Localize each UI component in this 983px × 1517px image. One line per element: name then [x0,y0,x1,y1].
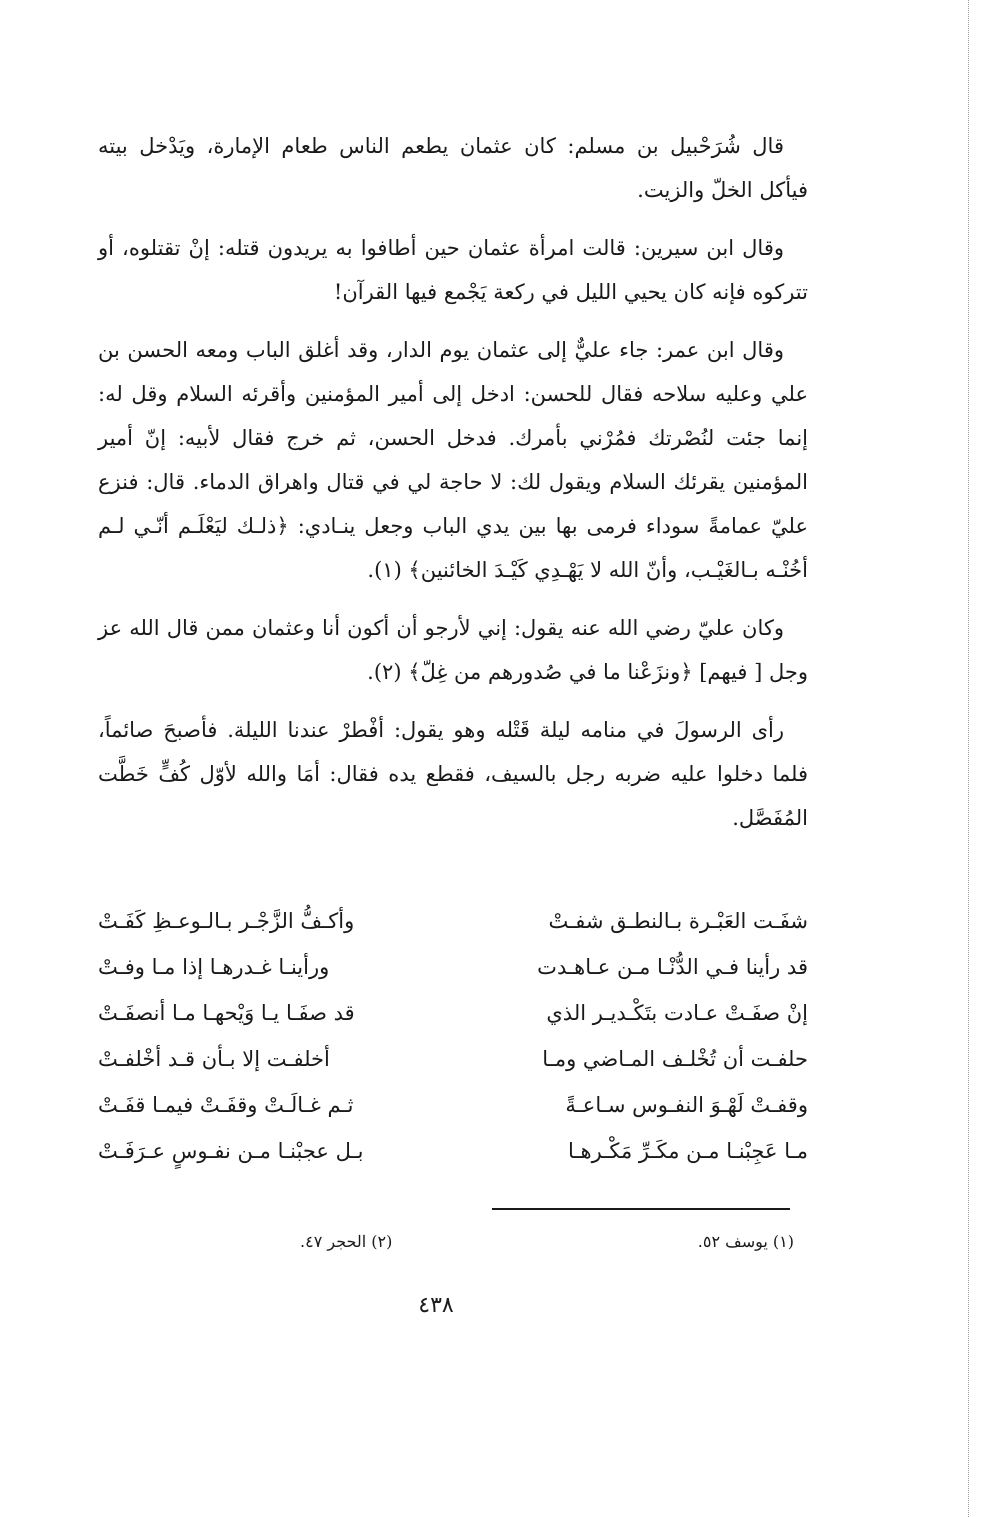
poem-second-hemistich: بـل عجبْنـا مـن نفـوسٍ عـرَفَـتْ [98,1139,364,1163]
poem [98,898,808,1174]
poem-verse [98,1128,808,1174]
poem-verse [98,898,808,944]
poem-first-hemistich: قد رأينا فـي الدُّنْـا مـن عـاهـدت [537,955,808,979]
page-number: ٤٣٨ [418,1293,454,1318]
main-text [98,124,808,854]
poem-verse [98,944,808,990]
paragraph: رأى الرسولَ في منامه ليلة قَتْله وهو يقول: أفْطرْ عندنا الليلة. فأصبحَ صائماً، فلما دخلوا عليه ضربه رجل بالسيف، فقطع يده فقال: أمَا والله لأوّل كُفٍّ خَطَّت المُفَصَّل. [98,718,808,830]
poem-first-hemistich: إنْ صفَـتْ عـادت بتَكْـديـر الذي [546,1001,808,1025]
poem-first-hemistich: وقفـتْ لَهْـوَ النفـوس سـاعـةً [565,1093,808,1117]
poem-second-hemistich: ثـم غـالَـتْ وقفَـتْ فيمـا قفَـتْ [98,1093,354,1117]
paragraph: وكان عليّ رضي الله عنه يقول: إني لأرجو أن أكون أنا وعثمان ممن قال الله عز وجل [ فيهم] ﴿ونزَعْنا ما في صُدورهم من غِلّ﴾ (٢). [98,616,808,684]
paragraph: وقال ابن عمر: جاء عليٌّ إلى عثمان يوم الدار، وقد أغلق الباب ومعه الحسن بن علي وعليه سلاحه فقال للحسن: ادخل إلى أمير المؤمنين وأقرئه السلام وقل له: إنما جئت لنُصْرتك فمُرْني بأمرك. فدخل الحسن، ثم خرج فقال لأبيه: إنّ أمير المؤمنين يقرئك السلام ويقول لك: لا حاجة لي في قتال واهراق الدماء. قال: فنزع عليّ عمامةً سوداء فرمى بها بين يدي الباب وجعل ينـادي: ﴿ذلـك ليَعْلَـم أنّـي لـم أخُنْـه بـالغَيْـب، وأنّ الله لا يَهْـدِي كَيْـدَ الخائنين﴾ (١). [98,338,808,582]
paragraph: قال شُرَحْبيل بن مسلم: كان عثمان يطعم الناس طعام الإمارة، ويَدْخل بيته فيأكل الخلّ والزيت. [98,134,808,202]
poem-verse [98,1036,808,1082]
page-edge-line [968,0,969,1517]
poem-verse [98,990,808,1036]
poem-first-hemistich: حلفـت أن تُخْلـف المـاضي ومـا [542,1047,808,1071]
poem-first-hemistich: شفَـت العَبْـرة بـالنطـق شفـتْ [548,909,808,933]
poem-second-hemistich: وأكـفُّ الزَّجْـر بـالـوعـظِ كَفَـتْ [98,909,355,933]
poem-first-hemistich: مـا عَجِبْنـا مـن مكَـرِّ مَكْـرهـا [568,1139,808,1163]
footnote-divider [492,1208,790,1210]
footnote: (١) يوسف ٥٢. [697,1232,794,1251]
paragraph: وقال ابن سيرين: قالت امرأة عثمان حين أطافوا به يريدون قتله: إنْ تقتلوه، أو تتركوه فإنه كان يحيي الليل في ركعة يَجْمع فيها القرآن! [98,236,808,304]
poem-second-hemistich: قد صفَـا يـا وَيْحهـا مـا أنصفَـتْ [98,1001,355,1025]
poem-second-hemistich: أخلفـت إلا بـأن قـد أخْلفـتْ [98,1047,330,1071]
footnote: (٢) الحجر ٤٧. [300,1232,393,1251]
footnotes [300,1229,794,1255]
poem-verse [98,1082,808,1128]
poem-second-hemistich: ورأينـا غـدرهـا إذا مـا وفـتْ [98,955,330,979]
